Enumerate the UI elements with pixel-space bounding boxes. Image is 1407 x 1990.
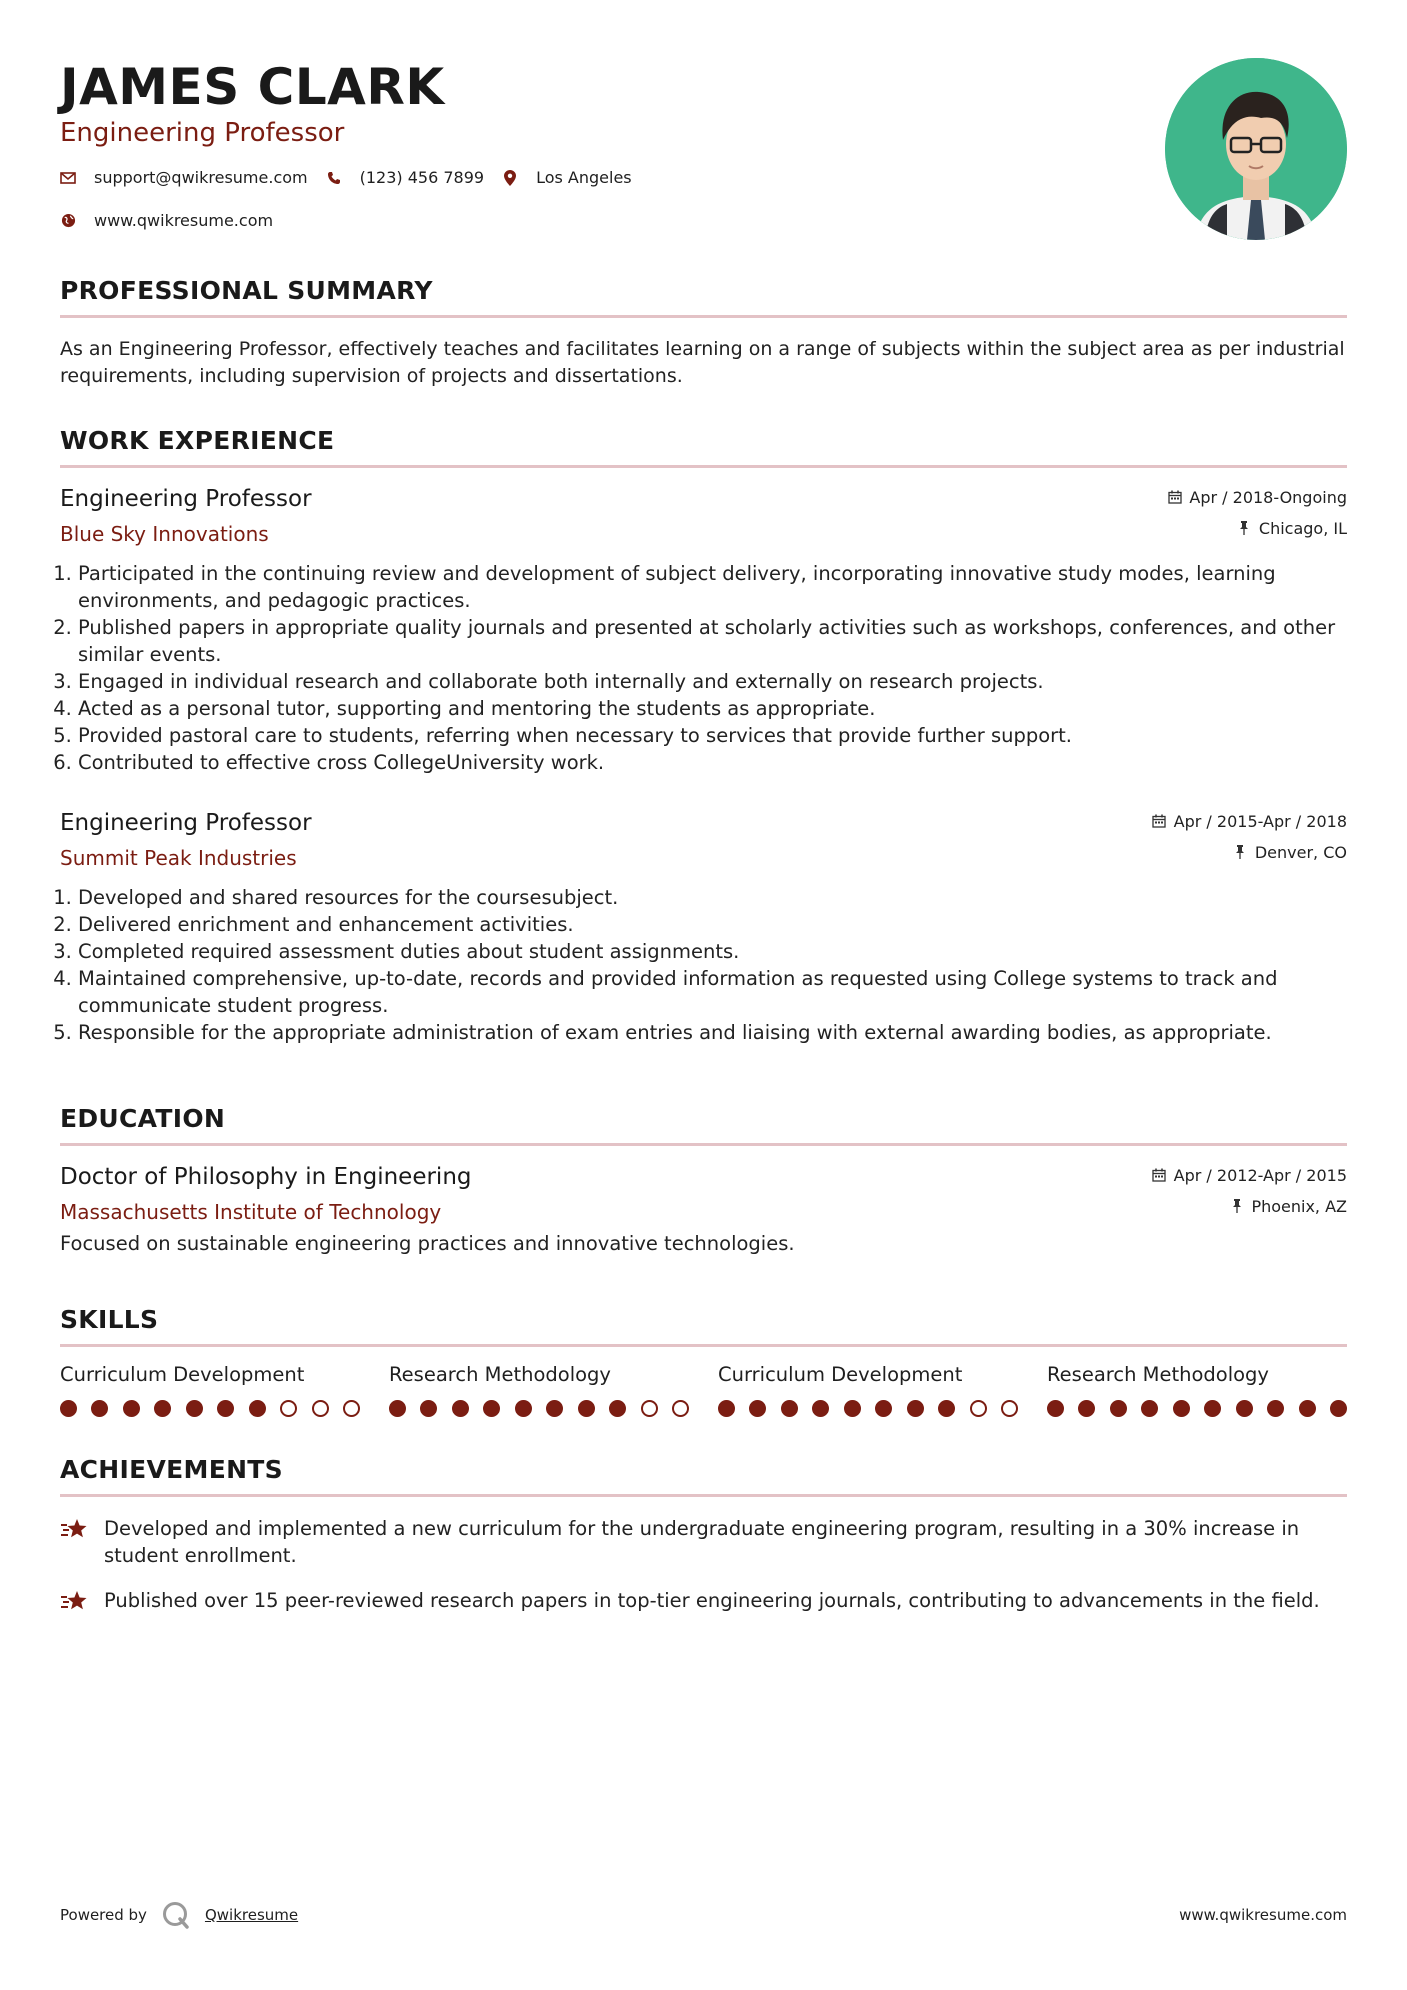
job-location xyxy=(1152,841,1347,863)
rating-dot-filled xyxy=(718,1400,735,1417)
rating-dot-filled xyxy=(812,1400,829,1417)
location-text: Los Angeles xyxy=(536,168,632,187)
skill-name: Research Methodology xyxy=(1047,1363,1269,1386)
experience-heading: WORK EXPERIENCE xyxy=(60,426,1347,468)
school-name: Massachusetts Institute of Technology xyxy=(60,1200,442,1224)
summary-heading: PROFESSIONAL SUMMARY xyxy=(60,276,1347,318)
contact-phone[interactable] xyxy=(326,168,484,187)
contact-row xyxy=(60,168,1347,187)
rating-dot-filled xyxy=(123,1400,140,1417)
rating-dot-filled xyxy=(578,1400,595,1417)
candidate-title: Engineering Professor xyxy=(60,118,345,148)
education-meta xyxy=(1152,1164,1347,1217)
footer-website[interactable]: www.qwikresume.com xyxy=(1179,1906,1347,1924)
pushpin-icon xyxy=(1233,845,1248,860)
skill-item xyxy=(389,1363,689,1417)
email-text: support@qwikresume.com xyxy=(94,168,308,187)
rating-dot-filled xyxy=(452,1400,469,1417)
rating-dot-filled xyxy=(1204,1400,1221,1417)
job-title: Engineering Professor xyxy=(60,486,312,512)
skill-item xyxy=(1047,1363,1347,1417)
rating-dot-filled xyxy=(938,1400,955,1417)
rating-dot-empty xyxy=(312,1400,329,1417)
job-bullet: 5. Provided pastoral care to students, referring when necessary to services that provide further support. xyxy=(78,722,1347,749)
rating-dot-filled xyxy=(781,1400,798,1417)
job-bullet: 3. Completed required assessment duties about student assignments. xyxy=(78,938,1347,965)
contact-website[interactable] xyxy=(60,211,273,230)
rating-dot-filled xyxy=(1110,1400,1127,1417)
website-text: www.qwikresume.com xyxy=(94,211,274,230)
rating-dot-empty xyxy=(1001,1400,1018,1417)
job-bullet: 3. Engaged in individual research and collaborate both internally and externally on research projects. xyxy=(78,668,1347,695)
job-bullet: 1. Participated in the continuing review and development of subject delivery, incorporating innovative study modes, learning environments, and pedagogic practices. xyxy=(78,560,1347,614)
skills-section xyxy=(60,1305,1347,1417)
rating-dot-filled xyxy=(609,1400,626,1417)
rating-dot-filled xyxy=(844,1400,861,1417)
star-award-icon xyxy=(60,1587,90,1615)
rating-dot-filled xyxy=(515,1400,532,1417)
rating-dot-filled xyxy=(907,1400,924,1417)
contact-email[interactable] xyxy=(60,168,308,187)
achievement-item xyxy=(60,1515,1347,1569)
pushpin-icon xyxy=(1237,521,1252,536)
achievements-section xyxy=(60,1455,1347,1615)
rating-dot-filled xyxy=(546,1400,563,1417)
skill-rating xyxy=(718,1400,1018,1417)
rating-dot-filled xyxy=(1078,1400,1095,1417)
skills-grid xyxy=(60,1363,1347,1417)
rating-dot-filled xyxy=(875,1400,892,1417)
summary-text: As an Engineering Professor, effectively teaches and facilitates learning on a range of subjects within the subject area as per industrial requirements, including supervision of projects and dissertations. xyxy=(60,338,1345,387)
education-description: Focused on sustainable engineering practices and innovative technologies. xyxy=(60,1232,795,1255)
rating-dot-empty xyxy=(343,1400,360,1417)
calendar-icon xyxy=(1167,490,1182,505)
powered-by xyxy=(60,1900,298,1930)
rating-dot-empty xyxy=(672,1400,689,1417)
achievement-text: Published over 15 peer-reviewed research papers in top-tier engineering journals, contributing to advancements in the field. xyxy=(104,1589,1320,1612)
rating-dot-filled xyxy=(1047,1400,1064,1417)
qwikresume-logo-icon xyxy=(161,1900,191,1930)
job-dates xyxy=(1167,486,1347,508)
job-bullet: 4. Acted as a personal tutor, supporting and mentoring the students as appropriate. xyxy=(78,695,1347,722)
globe-icon xyxy=(60,213,76,229)
skill-rating xyxy=(1047,1400,1347,1417)
job-meta xyxy=(1152,810,1347,863)
job-bullets xyxy=(60,884,1347,1046)
contact-row-website xyxy=(60,211,1347,230)
rating-dot-filled xyxy=(1299,1400,1316,1417)
rating-dot-filled xyxy=(249,1400,266,1417)
education-dates xyxy=(1152,1164,1347,1186)
education-heading: EDUCATION xyxy=(60,1104,1347,1146)
achievements-heading: ACHIEVEMENTS xyxy=(60,1455,1347,1497)
star-award-icon xyxy=(60,1515,90,1543)
job-bullet: 1. Developed and shared resources for the coursesubject. xyxy=(78,884,1347,911)
rating-dot-filled xyxy=(1141,1400,1158,1417)
job-location-text: Chicago, IL xyxy=(1258,518,1347,538)
skill-name: Research Methodology xyxy=(389,1363,611,1386)
skill-rating xyxy=(389,1400,689,1417)
job-dates xyxy=(1152,810,1347,832)
job-title: Engineering Professor xyxy=(60,810,312,836)
calendar-icon xyxy=(1152,1168,1167,1183)
experience-section xyxy=(60,426,1347,1046)
rating-dot-filled xyxy=(217,1400,234,1417)
rating-dot-filled xyxy=(1173,1400,1190,1417)
summary-section xyxy=(60,276,1347,390)
skill-item xyxy=(718,1363,1018,1417)
achievement-item xyxy=(60,1587,1347,1615)
calendar-icon xyxy=(1152,814,1167,829)
rating-dot-filled xyxy=(186,1400,203,1417)
job-dates-text: Apr / 2018-Ongoing xyxy=(1189,487,1347,507)
envelope-icon xyxy=(60,170,76,186)
map-pin-icon xyxy=(502,170,518,186)
rating-dot-filled xyxy=(91,1400,108,1417)
education-section xyxy=(60,1104,1347,1255)
job-bullet: 2. Delivered enrichment and enhancement activities. xyxy=(78,911,1347,938)
candidate-name: JAMES CLARK xyxy=(60,58,445,116)
job-head xyxy=(60,486,1347,546)
phone-icon xyxy=(326,170,342,186)
education-location-text: Phoenix, AZ xyxy=(1251,1196,1347,1216)
job-company: Blue Sky Innovations xyxy=(60,522,269,546)
rating-dot-empty xyxy=(641,1400,658,1417)
contact-location xyxy=(502,168,632,187)
job-bullet: 2. Published papers in appropriate quality journals and presented at scholarly activities such as workshops, conferences, and other similar events. xyxy=(78,614,1347,668)
rating-dot-filled xyxy=(154,1400,171,1417)
education-dates-text: Apr / 2012-Apr / 2015 xyxy=(1173,1165,1347,1185)
skill-item xyxy=(60,1363,360,1417)
job-bullet: 5. Responsible for the appropriate administration of exam entries and liaising with external awarding bodies, as appropriate. xyxy=(78,1019,1347,1046)
rating-dot-empty xyxy=(280,1400,297,1417)
achievement-text: Developed and implemented a new curriculum for the undergraduate engineering program, resulting in a 30% increase in student enrollment. xyxy=(104,1517,1300,1567)
rating-dot-filled xyxy=(389,1400,406,1417)
job-entry xyxy=(60,486,1347,776)
page-footer xyxy=(60,1900,1347,1930)
powered-by-label: Powered by xyxy=(60,1906,147,1924)
rating-dot-filled xyxy=(1236,1400,1253,1417)
job-location xyxy=(1167,517,1347,539)
pushpin-icon xyxy=(1229,1199,1244,1214)
education-location xyxy=(1152,1195,1347,1217)
phone-text: (123) 456 7899 xyxy=(359,168,485,187)
rating-dot-filled xyxy=(60,1400,77,1417)
qwikresume-link[interactable]: Qwikresume xyxy=(204,1906,299,1924)
job-bullet: 6. Contributed to effective cross CollegeUniversity work. xyxy=(78,749,1347,776)
job-dates-text: Apr / 2015-Apr / 2018 xyxy=(1173,811,1347,831)
job-location-text: Denver, CO xyxy=(1254,842,1347,862)
education-entry xyxy=(60,1164,1347,1255)
skills-heading: SKILLS xyxy=(60,1305,1347,1347)
rating-dot-empty xyxy=(970,1400,987,1417)
skill-rating xyxy=(60,1400,360,1417)
job-meta xyxy=(1167,486,1347,539)
rating-dot-filled xyxy=(749,1400,766,1417)
skill-name: Curriculum Development xyxy=(60,1363,305,1386)
education-head xyxy=(60,1164,1347,1224)
job-company: Summit Peak Industries xyxy=(60,846,297,870)
rating-dot-filled xyxy=(420,1400,437,1417)
rating-dot-filled xyxy=(483,1400,500,1417)
job-bullet: 4. Maintained comprehensive, up-to-date, records and provided information as requested using College systems to track and communicate student progress. xyxy=(78,965,1347,1019)
degree-title: Doctor of Philosophy in Engineering xyxy=(60,1164,472,1190)
rating-dot-filled xyxy=(1267,1400,1284,1417)
profile-photo xyxy=(1165,58,1347,240)
job-head xyxy=(60,810,1347,870)
job-entry xyxy=(60,810,1347,1046)
job-bullets xyxy=(60,560,1347,776)
rating-dot-filled xyxy=(1330,1400,1347,1417)
skill-name: Curriculum Development xyxy=(718,1363,963,1386)
resume-header xyxy=(60,0,1347,250)
